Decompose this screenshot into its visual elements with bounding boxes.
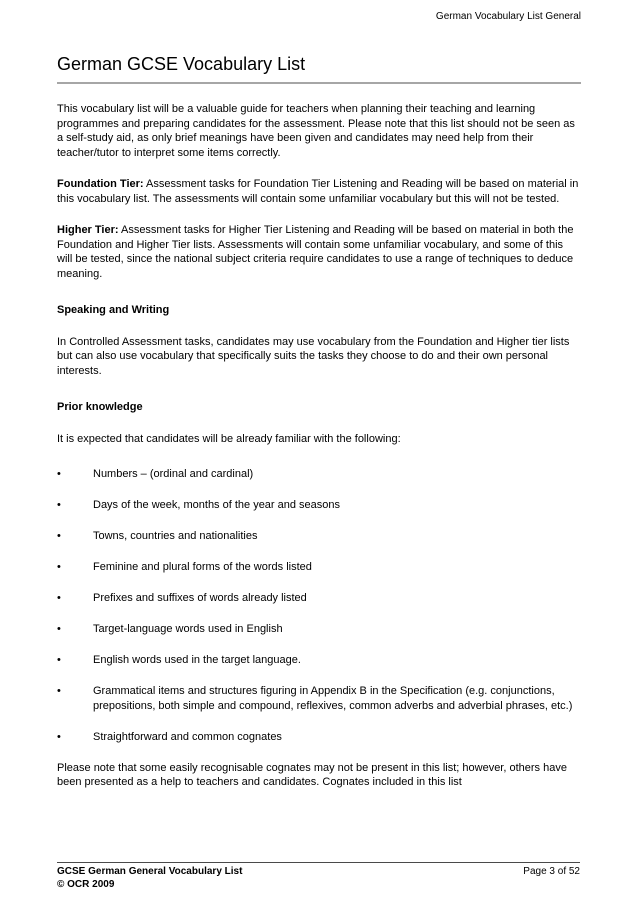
- bullet-marker: •: [57, 623, 61, 635]
- prior-knowledge-list: [57, 467, 581, 744]
- footer-copyright: © OCR 2009: [57, 878, 115, 890]
- bullet-marker: •: [57, 499, 61, 511]
- speaking-writing-paragraph: In Controlled Assessment tasks, candidates may use vocabulary from the Foundation and Higher tier lists but can also use vocabulary that specifically suits the tasks they choose to do and their own personal interests.: [57, 335, 570, 377]
- bullet-marker: •: [57, 530, 61, 542]
- list-item: [57, 560, 581, 575]
- higher-tier-paragraph: [57, 223, 581, 281]
- list-item: [57, 653, 581, 668]
- intro-paragraph: This vocabulary list will be a valuable guide for teachers when planning their teaching and learning programmes and preparing candidates for the assessment. Please note that this list should not be seen as a self-study aid, as only brief meanings have been given and candidates may need help from their teacher/tutor to interpret some items correctly.: [57, 103, 575, 159]
- running-header: German Vocabulary List General: [435, 11, 581, 22]
- footer-document-title: [57, 866, 242, 891]
- list-item-text: Target-language words used in English: [93, 623, 283, 635]
- speaking-writing-heading: Speaking and Writing: [57, 304, 170, 316]
- list-item-text: Numbers – (ordinal and cardinal): [93, 468, 254, 480]
- bullet-marker: •: [57, 730, 61, 743]
- list-item: [57, 684, 581, 713]
- foundation-tier-label: Foundation Tier:: [57, 178, 144, 190]
- bullet-marker: •: [57, 561, 61, 573]
- higher-tier-label: Higher Tier:: [57, 224, 119, 236]
- bullet-marker: •: [57, 654, 61, 666]
- list-item: [57, 730, 581, 745]
- document-body: [57, 102, 581, 790]
- higher-tier-text: Assessment tasks for Higher Tier Listening and Reading will be based on material in both the Foundation and Higher Tier lists. Assessments will contain some unfamiliar vocabulary, and some of this will be tested, since the national subject criteria require candidates to use a range of techniques to deduce meaning.: [57, 224, 574, 280]
- bullet-marker: •: [57, 685, 61, 697]
- list-item-text: Straightforward and common cognates: [93, 730, 282, 743]
- page-footer: [57, 862, 580, 891]
- list-item: [57, 467, 581, 482]
- prior-knowledge-intro: It is expected that candidates will be already familiar with the following:: [57, 432, 401, 445]
- list-item: [57, 622, 581, 637]
- list-item-text: Towns, countries and nationalities: [93, 530, 258, 542]
- list-item-text: Feminine and plural forms of the words listed: [93, 561, 312, 573]
- footer-divider: [57, 862, 580, 863]
- list-item-text: English words used in the target language.: [93, 654, 301, 666]
- closing-paragraph: Please note that some easily recognisable cognates may not be present in this list; however, others have been presented as a help to teachers and candidates. Cognates included in this list: [57, 761, 567, 788]
- foundation-tier-text: Assessment tasks for Foundation Tier Listening and Reading will be based on material in this vocabulary list. The assessments will contain some unfamiliar vocabulary but this will not be tested.: [57, 178, 579, 205]
- prior-knowledge-heading: Prior knowledge: [57, 401, 143, 413]
- page-title: German GCSE Vocabulary List: [57, 54, 306, 74]
- list-item-text: Grammatical items and structures figuring in Appendix B in the Specification (e.g. conjunctions, prepositions, both simple and compound, reflexives, common adverbs and adverbial phrases, etc.): [93, 685, 573, 712]
- footer-title-line: GCSE German General Vocabulary List: [57, 866, 243, 877]
- footer-page-number: Page 3 of 52: [523, 866, 580, 877]
- list-item-text: Days of the week, months of the year and seasons: [93, 499, 341, 511]
- bullet-marker: •: [57, 592, 61, 604]
- list-item-text: Prefixes and suffixes of words already listed: [93, 592, 307, 604]
- bullet-marker: •: [57, 468, 61, 480]
- list-item: [57, 498, 581, 513]
- foundation-tier-paragraph: [57, 177, 581, 206]
- title-divider: [57, 82, 581, 84]
- list-item: [57, 591, 581, 606]
- list-item: [57, 529, 581, 544]
